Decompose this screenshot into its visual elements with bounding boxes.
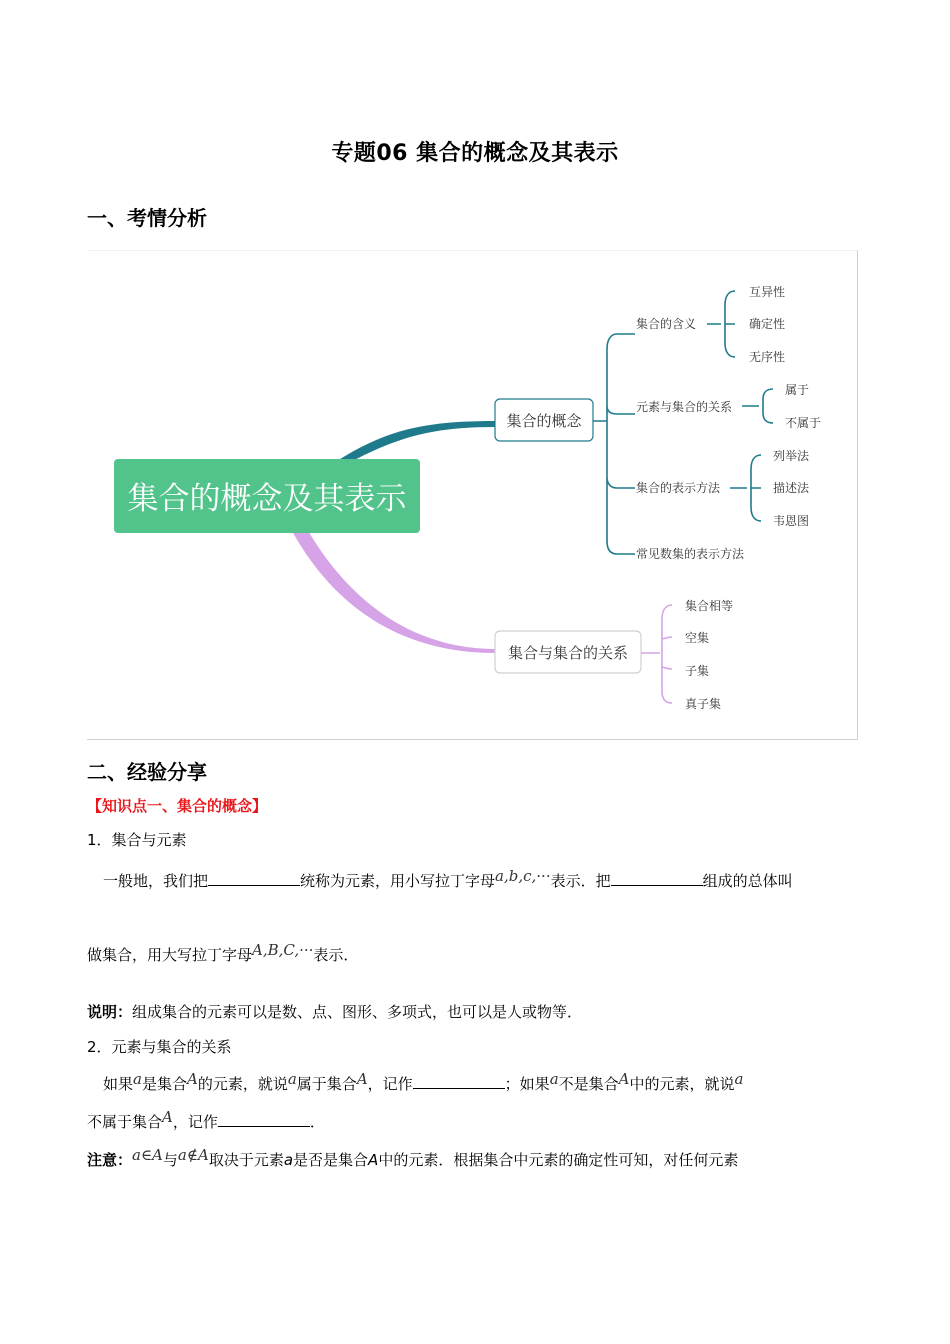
leaf-description: 描述法 <box>773 481 810 495</box>
paragraph-1-line-1: 一般地，我们把 统称为元素，用小写拉丁字母a,b,c,···表示．把 组成的总体叫 <box>103 867 793 890</box>
mind-map <box>87 250 858 740</box>
node-common-sets: 常见数集的表示方法 <box>636 547 745 561</box>
leaf-definite: 确定性 <box>749 317 786 331</box>
leaf-distinct: 互异性 <box>749 285 786 299</box>
connector-root-branch1 <box>337 421 495 465</box>
bracket-meaning <box>707 291 735 357</box>
page-title: 专题06 集合的概念及其表示 <box>331 141 619 166</box>
bracket-branch2 <box>641 605 672 703</box>
blank-3 <box>413 1074 505 1089</box>
bracket-representation <box>730 455 761 521</box>
bracket-element-relation <box>742 389 773 423</box>
node-representation: 集合的表示方法 <box>636 481 721 495</box>
leaf-subset: 子集 <box>685 664 710 678</box>
connector-root-branch2 <box>292 529 495 653</box>
branch-node-set-relation-label: 集合与集合的关系 <box>507 644 629 662</box>
leaf-equal: 集合相等 <box>685 599 734 613</box>
leaf-belongs: 属于 <box>785 383 810 397</box>
section-heading-analysis: 一、考情分析 <box>87 206 207 230</box>
blank-2 <box>611 871 703 886</box>
note-2: 注意：a∈A与a∉A取决于元素a是否是集合A中的元素．根据集合中元素的确定性可知，对任何元素 <box>87 1146 739 1169</box>
blank-1 <box>208 871 300 886</box>
node-element-relation: 元素与集合的关系 <box>636 400 733 414</box>
mind-map-canvas <box>87 251 858 741</box>
paragraph-1-line-2: 做集合，用大写拉丁字母A,B,C,···表示． <box>87 941 359 964</box>
subheading-set-and-element: 1．集合与元素 <box>87 831 187 849</box>
leaf-unordered: 无序性 <box>749 350 786 364</box>
paragraph-2-line-2: 不属于集合A，记作 ． <box>87 1108 325 1131</box>
leaf-venn: 韦恩图 <box>773 514 810 528</box>
node-meaning: 集合的含义 <box>636 317 697 331</box>
leaf-proper-subset: 真子集 <box>685 697 722 711</box>
root-node-label: 集合的概念及其表示 <box>127 481 407 517</box>
leaf-roster: 列举法 <box>773 449 810 463</box>
knowledge-point-1: 【知识点一、集合的概念】 <box>87 797 268 815</box>
blank-4 <box>218 1112 310 1127</box>
paragraph-2-line-1: 如果a是集合A的元素，就说a属于集合A，记作 ；如果a不是集合A中的元素，就说a <box>103 1070 744 1093</box>
leaf-not-belongs: 不属于 <box>785 416 822 430</box>
note-1: 说明：组成集合的元素可以是数、点、图形、多项式，也可以是人或物等． <box>87 1003 583 1021</box>
section-heading-experience: 二、经验分享 <box>87 760 207 784</box>
leaf-empty: 空集 <box>685 631 710 645</box>
branch-node-concept-label: 集合的概念 <box>506 412 582 430</box>
subheading-element-relation: 2．元素与集合的关系 <box>87 1038 232 1056</box>
bracket-branch1 <box>593 334 617 554</box>
